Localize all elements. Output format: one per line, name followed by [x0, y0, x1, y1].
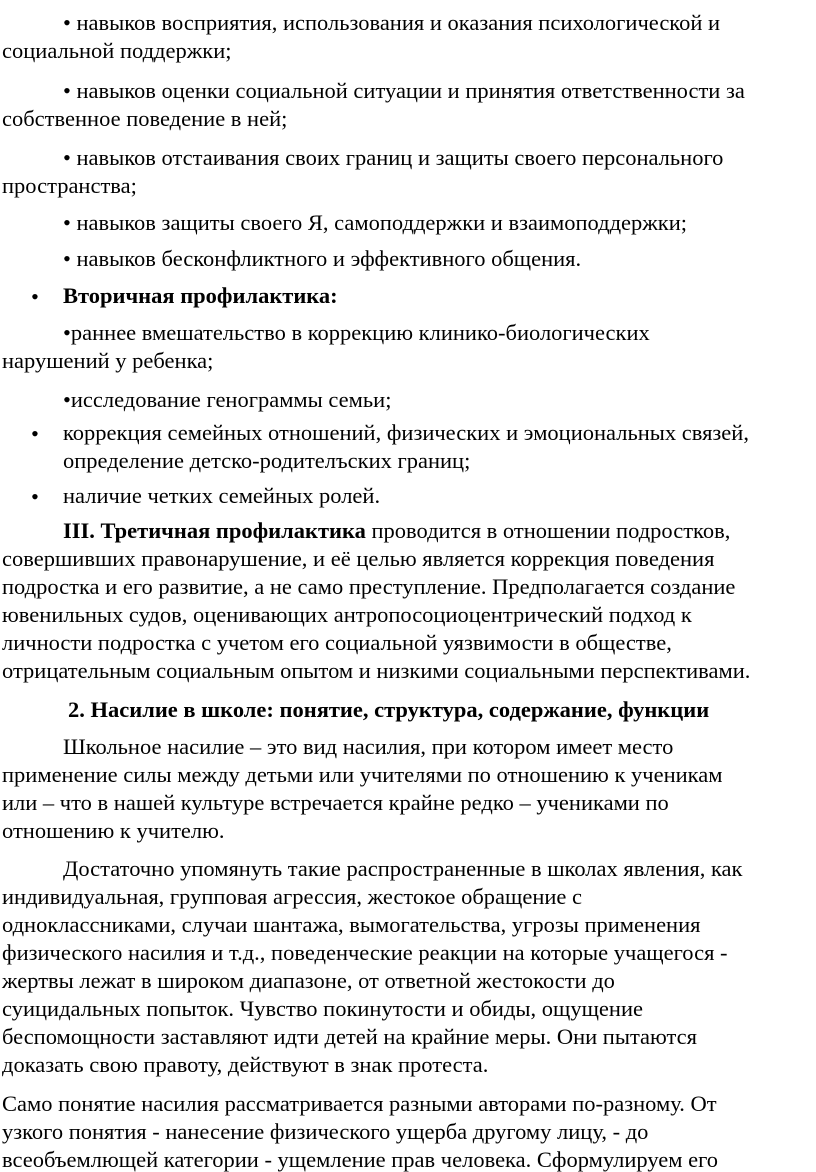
paragraph-line: суицидальных попыток. Чувство покинутости и обиды, ощущение: [2, 996, 643, 1021]
paragraph-line: Школьное насилие – это вид насилия, при котором имеет место: [63, 734, 674, 759]
paragraph-line: индивидуальная, групповая агрессия, жестокое обращение с: [2, 884, 583, 909]
bullet: •: [31, 484, 39, 509]
paragraph-line: доказать свою правоту, действуют в знак протеста.: [2, 1052, 489, 1077]
tertiary-heading: III. Третичная профилактика: [63, 518, 366, 543]
paragraph-line: беспомощности заставляют идти детей на крайние меры. Они пытаются: [2, 1024, 697, 1049]
paragraph-line: III. Третичная профилактика проводится в отношении подростков,: [63, 518, 731, 543]
paragraph-line: ювенильных судов, оценивающих антропосоциоцентрический подход к: [2, 602, 692, 627]
bullet: •: [31, 421, 39, 446]
paragraph-line: применение силы между детьми или учителями по отношению к ученикам: [2, 762, 723, 787]
bullet: •: [31, 284, 39, 309]
list-item-line: определение детско-родителъских границ;: [63, 448, 471, 473]
list-item-line: нарушений у ребенка;: [2, 348, 214, 373]
list-item-line: • навыков оценки социальной ситуации и принятия ответственности за: [63, 78, 745, 103]
paragraph-line: Само понятие насилия рассматривается разными авторами по-разному. От: [2, 1091, 717, 1116]
paragraph-line: узкого понятия - нанесение физического ущерба другому лицу, - до: [2, 1119, 649, 1144]
paragraph-line: отношению к учителю.: [2, 818, 225, 843]
paragraph-line: одноклассниками, случаи шантажа, вымогательства, угрозы применения: [2, 912, 701, 937]
list-item-line: • навыков восприятия, использования и оказания психологической и: [63, 10, 721, 35]
list-item-line: пространства;: [2, 173, 137, 198]
paragraph-line: личности подростка с учетом его социальной уязвимости в обществе,: [2, 630, 672, 655]
list-item-line: •раннее вмешательство в коррекцию клинико-биологических: [63, 320, 650, 345]
list-item-line: социальной поддержки;: [2, 38, 232, 63]
list-item-line: коррекция семейных отношений, физических и эмоциональных связей,: [63, 420, 749, 445]
paragraph-line: жертвы лежат в широком диапазоне, от ответной жестокости до: [2, 968, 615, 993]
list-item-line: •исследование генограммы семьи;: [63, 387, 392, 412]
list-item-line: • навыков бесконфликтного и эффективного общения.: [63, 246, 582, 271]
paragraph-line: отрицательным социальным опытом и низкими социальными перспективами.: [2, 658, 751, 683]
list-item-line: • навыков защиты своего Я, самоподдержки и взаимоподдержки;: [63, 210, 688, 235]
list-item-line: наличие четких семейных ролей.: [63, 483, 381, 508]
list-item-line: • навыков отстаивания своих границ и защиты своего персонального: [63, 145, 724, 170]
paragraph-line: совершивших правонарушение, и её целью является коррекция поведения: [2, 546, 715, 571]
paragraph-line: физического насилия и т.д., поведенческие реакции на которые учащегося -: [2, 940, 728, 965]
section-heading: 2. Насилие в школе: понятие, структура, содержание, функции: [68, 697, 710, 722]
paragraph-line: Достаточно упомянуть такие распространенные в школах явления, как: [63, 856, 743, 881]
paragraph-line: или – что в нашей культуре встречается крайне редко – учениками по: [2, 790, 669, 815]
list-item-line: собственное поведение в ней;: [2, 106, 288, 131]
paragraph-line: подростка и его развитие, а не само преступление. Предполагается создание: [2, 574, 736, 599]
paragraph-line: всеобъемлющей категории - ущемление прав человека. Сформулируем его: [2, 1147, 719, 1172]
secondary-heading: Вторичная профилактика:: [63, 283, 338, 308]
